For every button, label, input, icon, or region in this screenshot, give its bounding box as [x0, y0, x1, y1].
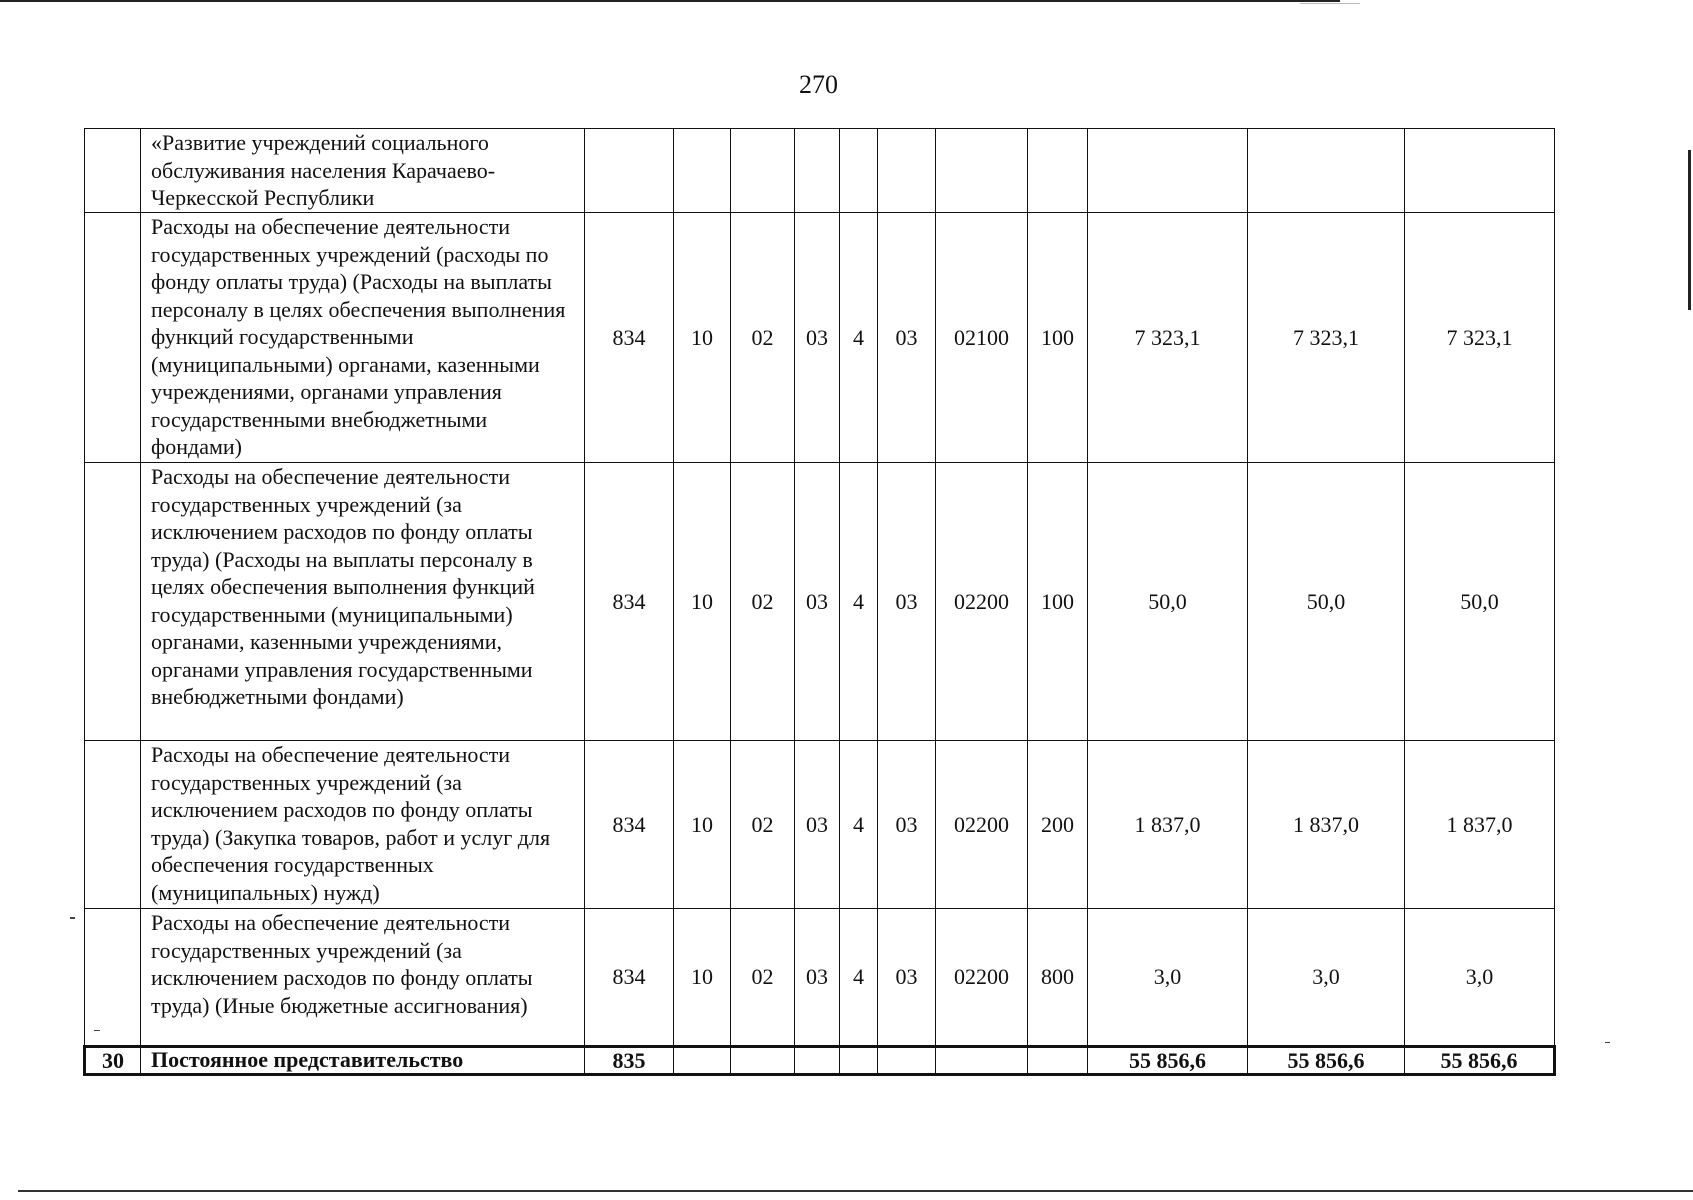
cell-subprogram: [878, 1047, 936, 1075]
cell-program-type: 4: [840, 463, 878, 741]
cell-amount-year3: 55 856,6: [1405, 1047, 1555, 1075]
cell-section: 10: [674, 213, 731, 463]
cell-ministry-code: 834: [585, 213, 674, 463]
cell-amount-year2: 1 837,0: [1248, 741, 1405, 909]
budget-table: [83, 128, 1556, 1076]
cell-program-type: 4: [840, 741, 878, 909]
row-description: Расходы на обеспечение деятельности государственных учреждений (за исключением расходов по фонду оплаты труда) (Иные бюджетные ассигнования): [141, 909, 585, 1047]
bottom-rule: [18, 1190, 1693, 1192]
cell-ministry-code: 835: [585, 1047, 674, 1075]
cell-amount-year1: 7 323,1: [1088, 213, 1248, 463]
cell-direction: 02200: [936, 741, 1028, 909]
cell-amount-year3: 7 323,1: [1405, 213, 1555, 463]
cell-program: 03: [795, 463, 840, 741]
cell-direction: 02200: [936, 909, 1028, 1047]
scan-speck: [1605, 1042, 1610, 1043]
row-index: [85, 129, 141, 213]
cell-program-type: [840, 129, 878, 213]
cell-subprogram: 03: [878, 741, 936, 909]
cell-subprogram: 03: [878, 909, 936, 1047]
row-description: Расходы на обеспечение деятельности государственных учреждений (расходы по фонду оплаты труда) (Расходы на выплаты персоналу в целях обеспечения выполнения функций государственными (муниципальными) органами, казенными учреждениями, органами управления государственными внебюджетными фондами): [141, 213, 585, 463]
table-row: [85, 909, 1555, 1047]
table-row: [85, 741, 1555, 909]
cell-expense-type: 200: [1028, 741, 1088, 909]
cell-ministry-code: 834: [585, 909, 674, 1047]
cell-expense-type: 100: [1028, 463, 1088, 741]
cell-section: 10: [674, 741, 731, 909]
row-description: «Развитие учреждений социального обслуживания населения Карачаево-Черкесской Республики: [141, 129, 585, 213]
cell-program: 03: [795, 213, 840, 463]
cell-amount-year1: 55 856,6: [1088, 1047, 1248, 1075]
cell-section: [674, 1047, 731, 1075]
cell-amount-year3: 3,0: [1405, 909, 1555, 1047]
cell-direction: [936, 129, 1028, 213]
cell-amount-year1: [1088, 129, 1248, 213]
cell-amount-year1: 3,0: [1088, 909, 1248, 1047]
cell-amount-year2: 7 323,1: [1248, 213, 1405, 463]
cell-program-type: 4: [840, 909, 878, 1047]
cell-subsection: [731, 1047, 795, 1075]
row-index: [85, 213, 141, 463]
cell-expense-type: [1028, 1047, 1088, 1075]
cell-direction: [936, 1047, 1028, 1075]
cell-amount-year2: 50,0: [1248, 463, 1405, 741]
table-row: [85, 463, 1555, 741]
row-index: [85, 463, 141, 741]
cell-section: 10: [674, 909, 731, 1047]
row-description: Расходы на обеспечение деятельности государственных учреждений (за исключением расходов по фонду оплаты труда) (Расходы на выплаты персоналу в целях обеспечения выполнения функций государственными (муниципальными) органами, казенными учреждениями, органами управления государственными внебюджетными фондами): [141, 463, 585, 741]
cell-amount-year1: 1 837,0: [1088, 741, 1248, 909]
cell-section: [674, 129, 731, 213]
table-row-total: [85, 1047, 1555, 1075]
page-number: 270: [799, 70, 838, 99]
cell-amount-year2: [1248, 129, 1405, 213]
cell-subsection: 02: [731, 741, 795, 909]
cell-amount-year2: 3,0: [1248, 909, 1405, 1047]
cell-amount-year1: 50,0: [1088, 463, 1248, 741]
row-index: [85, 741, 141, 909]
cell-amount-year3: [1405, 129, 1555, 213]
cell-amount-year3: 1 837,0: [1405, 741, 1555, 909]
cell-subsection: 02: [731, 463, 795, 741]
cell-ministry-code: 834: [585, 741, 674, 909]
cell-subprogram: 03: [878, 213, 936, 463]
scan-speck: [70, 917, 75, 919]
table-row: [85, 129, 1555, 213]
cell-program-type: [840, 1047, 878, 1075]
cell-subsection: 02: [731, 909, 795, 1047]
row-description: Постоянное представительство: [141, 1047, 585, 1075]
top-rule: [0, 0, 1340, 2]
table-row: [85, 213, 1555, 463]
cell-subprogram: 03: [878, 463, 936, 741]
top-rule-faint: [1300, 3, 1360, 4]
row-description: Расходы на обеспечение деятельности государственных учреждений (за исключением расходов по фонду оплаты труда) (Закупка товаров, работ и услуг для обеспечения государственных (муниципальных) нужд): [141, 741, 585, 909]
cell-program: 03: [795, 909, 840, 1047]
cell-ministry-code: 834: [585, 463, 674, 741]
row-index: [85, 909, 141, 1047]
cell-subsection: [731, 129, 795, 213]
cell-section: 10: [674, 463, 731, 741]
cell-program: [795, 1047, 840, 1075]
cell-expense-type: 100: [1028, 213, 1088, 463]
cell-expense-type: 800: [1028, 909, 1088, 1047]
cell-amount-year2: 55 856,6: [1248, 1047, 1405, 1075]
cell-expense-type: [1028, 129, 1088, 213]
cell-direction: 02200: [936, 463, 1028, 741]
cell-amount-year3: 50,0: [1405, 463, 1555, 741]
row-index: 30: [85, 1047, 141, 1075]
cell-program: [795, 129, 840, 213]
cell-program: 03: [795, 741, 840, 909]
cell-subsection: 02: [731, 213, 795, 463]
cell-direction: 02100: [936, 213, 1028, 463]
cell-program-type: 4: [840, 213, 878, 463]
cell-ministry-code: [585, 129, 674, 213]
scan-edge-mark: [1688, 150, 1691, 310]
cell-subprogram: [878, 129, 936, 213]
